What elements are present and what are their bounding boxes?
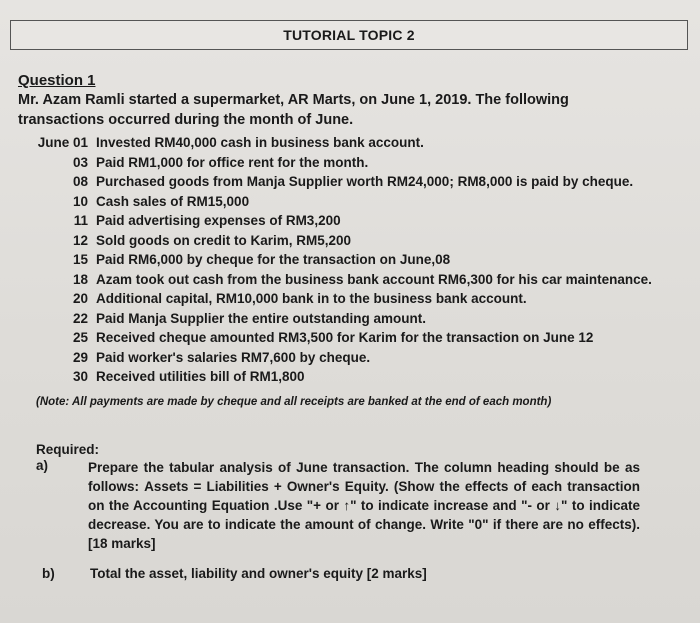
transaction-date: 18 [72, 271, 88, 287]
transaction-text: Paid RM6,000 by cheque for the transaction on June,08 [96, 252, 451, 268]
transaction-date: 22 [72, 310, 88, 326]
transaction-date: 12 [72, 232, 88, 248]
question-intro: Mr. Azam Ramli started a supermarket, AR Marts, on June 1, 2019. The following transactions occurred during the month of June. [18, 92, 569, 128]
transaction-text: Cash sales of RM15,000 [96, 193, 250, 209]
decrease-symbol: - or ↓ [527, 498, 562, 513]
title-box [10, 20, 688, 50]
transaction-text: Purchased goods from Manja Supplier worth RM24,000; RM8,000 is paid by cheque. [96, 174, 634, 190]
increase-word: increase [433, 498, 489, 513]
transaction-date: 08 [72, 174, 88, 190]
transaction-date: June 01 [37, 135, 88, 151]
zero-symbol: 0 [474, 517, 483, 532]
part-a-segment: . You are to indicate the amount of change. Write " [146, 517, 475, 532]
transaction-row [28, 133, 688, 153]
transaction-text: Paid Manja Supplier the entire outstanding amount. [96, 310, 427, 326]
part-a-segment: " if there are [482, 517, 568, 532]
transaction-date: 30 [72, 369, 88, 385]
required-heading: Required: [36, 442, 100, 457]
part-a-segment: " to indicate [561, 498, 641, 513]
transaction-row [28, 309, 688, 329]
transaction-row [28, 211, 688, 231]
transaction-date: 03 [72, 154, 88, 170]
transaction-date: 20 [72, 291, 88, 307]
part-a-segment: Prepare the tabular analysis of June transaction. The column heading should be as follows: [88, 460, 640, 494]
no-effects-word: no effects [567, 517, 632, 532]
increase-symbol: + or ↑ [313, 498, 351, 513]
transaction-list [28, 133, 688, 387]
transaction-text: Additional capital, RM10,000 bank in to the business bank account. [96, 291, 527, 307]
transaction-row [28, 328, 688, 348]
transaction-row [28, 172, 688, 192]
transaction-row [28, 153, 688, 173]
transaction-row [28, 289, 688, 309]
transaction-date: 15 [72, 252, 88, 268]
part-a-segment: " to indicate [350, 498, 434, 513]
part-a-text [88, 458, 640, 553]
page-title: TUTORIAL TOPIC 2 [283, 27, 415, 43]
transaction-text: Paid advertising expenses of RM3,200 [96, 213, 341, 229]
transaction-row [28, 367, 688, 387]
part-a-segment: and " [488, 498, 528, 513]
transaction-date: 29 [72, 349, 88, 365]
note-text: (Note: All payments are made by cheque and all receipts are banked at the end of each month) [36, 396, 552, 408]
transaction-row [28, 348, 688, 368]
part-a-label: a) [36, 458, 49, 473]
transaction-row [28, 231, 688, 251]
transaction-text: Sold goods on credit to Karim, RM5,200 [96, 232, 352, 248]
transaction-text: Paid worker's salaries RM7,600 by cheque. [96, 349, 371, 365]
accounting-equation-heading: Assets = Liabilities + Owner's Equity. [144, 479, 389, 494]
transaction-text: Received utilities bill of RM1,800 [96, 369, 305, 385]
transaction-text: Paid RM1,000 for office rent for the month. [96, 154, 369, 170]
decrease-word: decrease [88, 517, 147, 532]
transaction-row [28, 250, 688, 270]
transaction-row [28, 270, 688, 290]
transaction-row [28, 192, 688, 212]
transaction-date: 10 [72, 193, 88, 209]
transaction-text: Invested RM40,000 cash in business bank account. [96, 135, 424, 151]
part-a-segment: (Show the effects of each transaction on the Accounting Equation .Use " [88, 479, 641, 513]
transaction-text: Azam took out cash from the business bank account RM6,300 for his car maintenance. [96, 271, 652, 287]
transaction-date: 11 [73, 213, 88, 229]
part-b-label: b) [42, 566, 55, 581]
transaction-date: 25 [72, 330, 88, 346]
part-a-segment: ).[18 marks] [88, 517, 641, 551]
part-b-text: Total the asset, liability and owner's equity [2 marks] [90, 566, 427, 581]
question-heading: Question 1 [18, 72, 96, 89]
transaction-text: Received cheque amounted RM3,500 for Karim for the transaction on June 12 [96, 330, 594, 346]
